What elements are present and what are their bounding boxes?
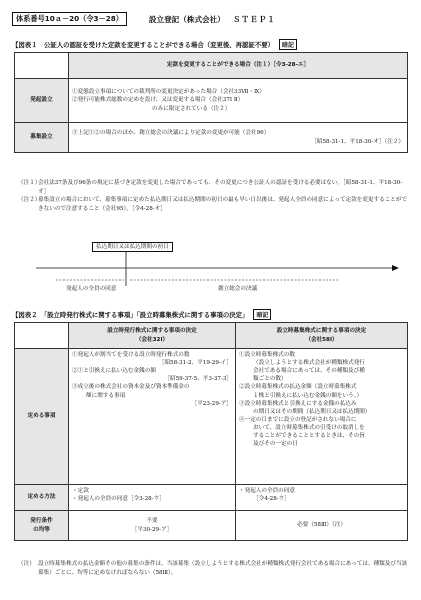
figure2-title-text: 【図表２ 「設立時発行株式に関する事項」「設立時募集株式に関する事項の決定」 xyxy=(12,311,249,319)
figure2-cell-line: ②設立時募集株式の払込金額（設立時募集株式 xyxy=(239,384,357,391)
figure1-title xyxy=(12,39,297,50)
figure2-col1-header: 設立時発行株式に関する事項の決定 （会社32Ⅰ） xyxy=(69,323,236,349)
figure1-line: ②発行可能株式総数の定めを設け、又は変更する場合（会社37Ⅰ Ⅱ） xyxy=(72,97,244,104)
figure2-cell-line: ［令4-28-ウ］ xyxy=(253,496,290,503)
figure2-cell-line: 及びその一定の日 xyxy=(253,441,298,448)
figure2-cell-items-col2 xyxy=(236,349,408,485)
figure2-row-label: 発行条件 の均等 xyxy=(15,511,69,541)
figure2-cell-line: 類ごとの数） xyxy=(253,376,287,383)
figure1-line: ［昭58-31-1、平18-30-オ］（注２） xyxy=(311,138,404,145)
figure2-cell-line: １株と引換えに払い込む金銭の額をいう。） xyxy=(253,392,363,399)
figure2-cell-line: ②①と引換えに払い込む金銭の額 xyxy=(72,368,156,375)
figure2-cell-line: ・定款 xyxy=(72,488,89,494)
figure2-row-label: 定める事項 xyxy=(15,349,69,485)
figure1-stamp: 暗記 xyxy=(279,39,297,50)
note-item xyxy=(18,560,410,577)
figure2-cell-line: ・発起人の全員の同意［令3-28-ウ］ xyxy=(72,496,165,503)
page-header xyxy=(12,12,276,26)
figure2-cell-line: ［昭59-37-5、平3-37-3］ xyxy=(164,376,232,383)
figure2-cell-line: 額に関する事項 xyxy=(86,392,126,399)
figure1-line: ①変態設立事項についての裁判所の変更決定があった場合（会社33Ⅶ・Ⅸ） xyxy=(72,89,265,96)
note-text: 設立時募集株式の払込金額その他の募集の条件は、当該募集（設立しようとする株式会社が種類株式発行会社である場合にあっては、種類及び当該募集）ごとに、均等に定めなければならない（58Ⅲ）。 xyxy=(38,561,408,576)
figure2-cell-line: ［平30-29-ア］ xyxy=(131,526,173,533)
figure1-line: ③上記①②の場合のほか、創立総会の決議により定款の変更が可能（会社96） xyxy=(72,130,270,137)
figure1-row-label: 発起設立 xyxy=(15,79,69,123)
figure2-cell-line: ［平23-29-ア］ xyxy=(191,400,232,407)
figure2-cell-line: （設立しようとする株式会社が種類株式発行 xyxy=(253,360,365,367)
figure1-row-content xyxy=(69,123,408,153)
timeline-box-label xyxy=(92,242,173,250)
step-label: ＳＴＥＰ１ xyxy=(232,14,276,24)
figure2-cell-line: ①設立時募集株式の数 xyxy=(239,352,295,358)
note-text: 募集設立の場合において、募集事項に定めた払込期日又は払込期間の初日の最も早い日以後は、発起人全員の同意によって定款を変更することができないので注意すること（会社95）。［令4-28-オ］ xyxy=(38,197,408,212)
figure2-cell-line: ③設立時募集株式と引換えにする金銭の払込み xyxy=(239,400,357,407)
figure2-row-label: 定める方法 xyxy=(15,485,69,511)
timeline-diagram xyxy=(0,234,421,304)
figure2-col2-header: 設立時募集株式に関する事項の決定 （会社58Ⅰ） xyxy=(236,323,408,349)
figure1-notes xyxy=(18,179,410,214)
system-number: 体系番号10ａ－20（令3－28） xyxy=(12,12,127,26)
figure2-cell-equal-col1 xyxy=(69,511,236,541)
page-title-text: 設立登記（株式会社） xyxy=(148,14,225,24)
figure2-corner xyxy=(15,323,69,349)
figure1-table xyxy=(14,52,408,153)
figure2-cell-line: ③成立後の株式会社の資本金及び資本準備金の xyxy=(72,384,190,391)
figure2-cell-items-col1 xyxy=(69,349,236,485)
figure2-cell-method-col1 xyxy=(69,485,236,511)
figure2-cell-line: 必要（58Ⅲ）（注） xyxy=(297,522,346,529)
note-number: （注２） xyxy=(18,197,41,204)
figure2-cell-method-col2 xyxy=(236,485,408,511)
note-item xyxy=(18,196,410,213)
figure2-cell-line: おいて、設立時募集株式の引受けの取消しを xyxy=(253,424,365,431)
figure1-line: のみに限定されている（注２） xyxy=(152,105,231,112)
figure2-title xyxy=(12,309,271,320)
figure2-note xyxy=(18,560,410,577)
note-number: （注１） xyxy=(18,180,41,186)
figure2-cell-line: ［昭58-31-2、平19-29-イ］ xyxy=(158,360,232,367)
figure1-row-label: 募集設立 xyxy=(15,123,69,153)
figure1-title-text: 【図表１ 公証人の認証を受けた定款を変更することができる場合（変更後、再認証不要） xyxy=(12,41,275,49)
note-item xyxy=(18,179,410,196)
figure1-corner xyxy=(15,53,69,79)
timeline-left-label: 発起人の全員の同意 xyxy=(66,286,117,292)
figure2-cell-equal-col2 xyxy=(236,511,408,541)
figure2-cell-line: することができることとするときは、その旨 xyxy=(253,433,365,440)
timeline-box: 払込期日又は払込期間の初日 xyxy=(92,242,173,252)
note-text: 会社法37条及び96条の規定に基づき定款を変更した場合であっても、その変更につき公証人の認証を受ける必要はない。［昭58-31-1、平18-30-オ］ xyxy=(38,180,403,195)
figure2-cell-line: の期日又はその期間（払込期日又は払込期間） xyxy=(253,408,371,415)
figure2-cell-line: 不要 xyxy=(146,518,158,525)
figure2-stamp: 暗記 xyxy=(253,309,271,320)
figure2-cell-line: ④一定の日までに設立の登記がされない場合に xyxy=(239,416,357,423)
figure2-cell-line: ・発起人の全員の同意 xyxy=(239,488,295,494)
figure1-row-content xyxy=(69,79,408,123)
figure2-table xyxy=(14,322,408,541)
timeline-right-label: 創立総会の決議 xyxy=(218,286,258,292)
note-number: （注） xyxy=(18,561,35,567)
timeline-arrow-icon xyxy=(392,265,399,271)
page-title xyxy=(149,14,276,25)
figure1-header: 定款を変更することができる場合（注１）［令3-28-エ］ xyxy=(69,53,408,79)
figure2-cell-line: 会社である場合にあっては、その種類及び種 xyxy=(253,368,365,375)
figure2-cell-line: ①発起人が割当てを受ける設立時発行株式の数 xyxy=(72,352,190,358)
